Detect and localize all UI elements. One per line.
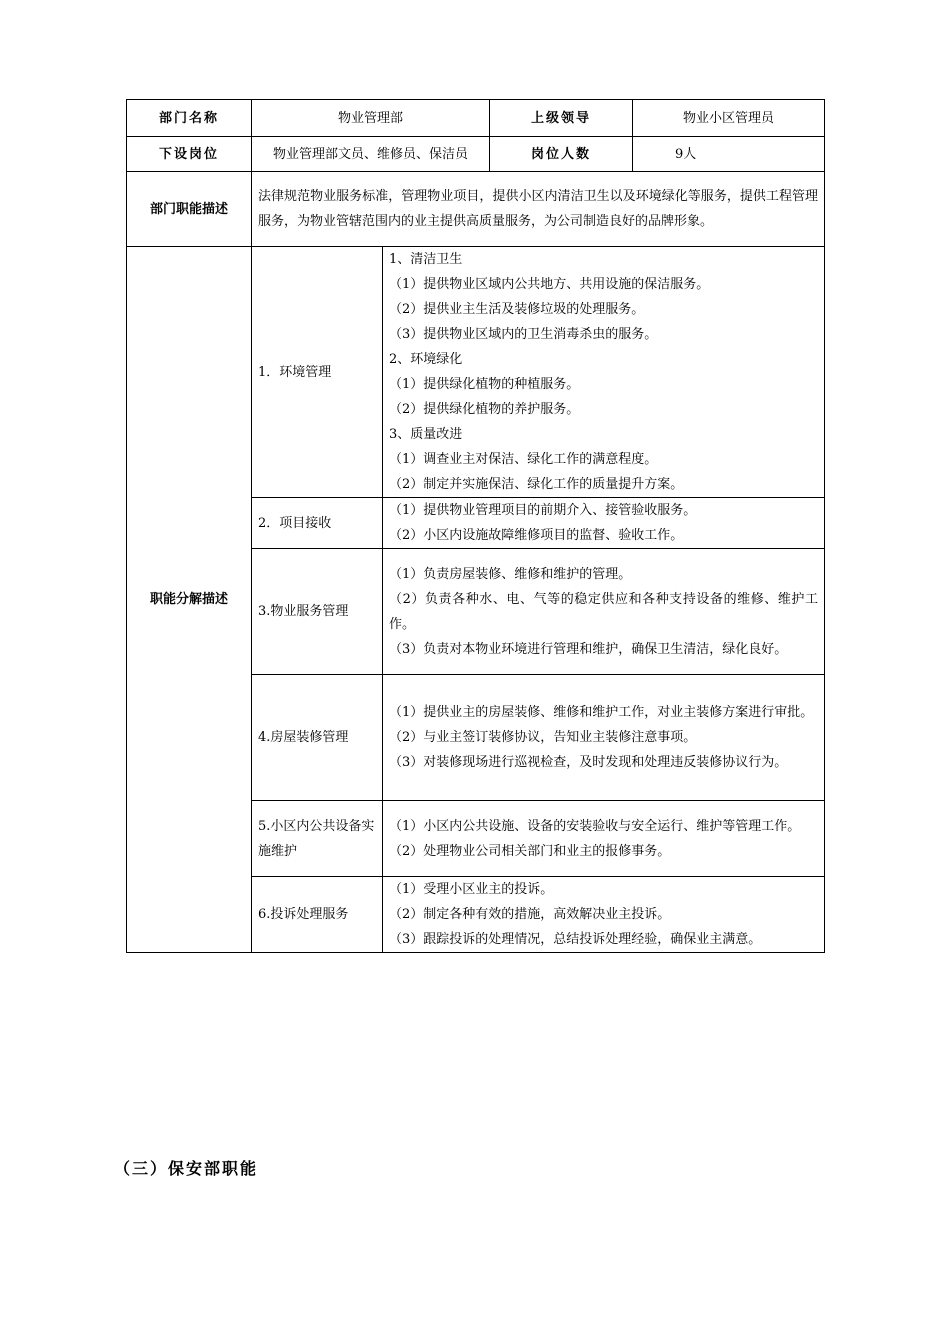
department-table [126, 99, 825, 953]
dept-name-value: 物业管理部 [252, 100, 490, 137]
function-title: 5.小区内公共设备实施维护 [252, 801, 383, 877]
function-items [383, 675, 825, 801]
headcount-label: 岗位人数 [490, 137, 633, 172]
breakdown-label: 职能分解描述 [127, 247, 252, 953]
breakdown-section [127, 247, 825, 953]
list-item: 2、环境绿化 [389, 352, 463, 367]
description-label: 部门职能描述 [127, 172, 252, 247]
list-item: （3）对装修现场进行巡视检查，及时发现和处理违反装修协议行为。 [389, 755, 788, 770]
list-item: 1、清洁卫生 [389, 252, 463, 267]
function-title: 1．环境管理 [252, 247, 383, 498]
list-item: （1）受理小区业主的投诉。 [389, 882, 554, 897]
list-item: （1）负责房屋装修、维修和维护的管理。 [389, 566, 632, 582]
list-item: （2）负责各种水、电、气等的稳定供应和各种支持设备的维修、维护工作。 [389, 591, 819, 632]
list-item: （3）负责对本物业环境进行管理和维护，确保卫生清洁，绿化良好。 [389, 641, 788, 657]
list-item: （2）制定各种有效的措施，高效解决业主投诉。 [389, 907, 671, 922]
function-items [383, 247, 825, 498]
table-row [127, 137, 825, 172]
superior-label: 上级领导 [490, 100, 633, 137]
function-items [383, 498, 825, 549]
section-heading: （三）保安部职能 [114, 1159, 259, 1178]
list-item: （2）提供业主生活及装修垃圾的处理服务。 [389, 302, 645, 317]
list-item: （2）制定并实施保洁、绿化工作的质量提升方案。 [389, 477, 684, 492]
list-item: （1）提供物业区域内公共地方、共用设施的保洁服务。 [389, 277, 710, 292]
positions-value: 物业管理部文员、维修员、保洁员 [252, 137, 490, 172]
function-title: 3.物业服务管理 [252, 549, 383, 675]
list-item: （1）提供业主的房屋装修、维修和维护工作，对业主装修方案进行审批。 [389, 705, 814, 720]
table-row [127, 247, 825, 498]
list-item: （3）跟踪投诉的处理情况，总结投诉处理经验，确保业主满意。 [389, 932, 762, 947]
list-item: 3、质量改进 [389, 427, 463, 442]
dept-name-label: 部门名称 [127, 100, 252, 137]
superior-value: 物业小区管理员 [633, 100, 825, 137]
function-title: 2．项目接收 [252, 498, 383, 549]
list-item: （1）提供绿化植物的种植服务。 [389, 377, 580, 392]
list-item: （1）小区内公共设施、设备的安装验收与安全运行、维护等管理工作。 [389, 818, 801, 834]
table-row [127, 172, 825, 247]
list-item: （1）提供物业管理项目的前期介入、接管验收服务。 [389, 503, 697, 518]
function-items [383, 877, 825, 953]
positions-label: 下设岗位 [127, 137, 252, 172]
function-title: 6.投诉处理服务 [252, 877, 383, 953]
list-item: （3）提供物业区域内的卫生消毒杀虫的服务。 [389, 327, 658, 342]
list-item: （2）处理物业公司相关部门和业主的报修事务。 [389, 843, 671, 859]
function-title: 4.房屋装修管理 [252, 675, 383, 801]
list-item: （1）调查业主对保洁、绿化工作的满意程度。 [389, 452, 658, 467]
headcount-value: 9人 [633, 137, 825, 172]
description-text: 法律规范物业服务标准，管理物业项目，提供小区内清洁卫生以及环境绿化等服务，提供工程管理服务，为物业管辖范围内的业主提供高质量服务，为公司制造良好的品牌形象。 [252, 172, 825, 247]
function-items [383, 549, 825, 675]
table-row [127, 100, 825, 137]
function-items [383, 801, 825, 877]
list-item: （2）小区内设施故障维修项目的监督、验收工作。 [389, 528, 684, 543]
list-item: （2）提供绿化植物的养护服务。 [389, 402, 580, 417]
list-item: （2）与业主签订装修协议，告知业主装修注意事项。 [389, 730, 697, 745]
